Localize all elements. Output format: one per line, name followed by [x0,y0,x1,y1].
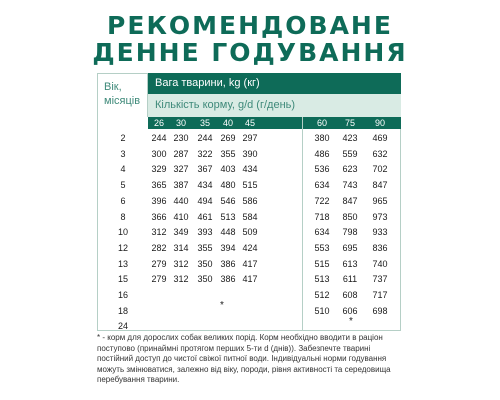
table-cell: 417 [242,258,258,269]
table-cell: 634 [314,180,330,191]
table-cell: 494 [197,195,213,206]
table-cell: 387 [173,180,189,191]
table-row-age: 10 [117,227,128,238]
table-cell: 424 [242,242,258,253]
table-cell: 847 [372,180,388,191]
table-cell: 386 [220,274,236,285]
table-cell [216,320,240,332]
table-cell: 279 [151,258,167,269]
footnote-text: * - корм для дорослих собак великих порід. Корм необхідно вводити в раціон поступово (принаймні протягом перших 5-ти d (днів)). Забезпечте тварині постійний доступ до чистої свіжої питної води. Індивідуальні норми годування можуть змінюватися, залежно від віку, породи, рівня активності та середовища перебування тварини. [97,333,391,385]
table-cell: 365 [151,180,167,191]
table-cell [310,320,334,332]
table-cell: 695 [342,242,358,253]
weight-header-cell: 40 [222,118,233,128]
table-cell: 606 [342,305,358,316]
table-cell [238,305,262,317]
table-cell: 513 [220,211,236,222]
table-cell: 417 [242,274,258,285]
table-cell: 798 [342,227,358,238]
table-row-age: 18 [117,305,128,316]
table-cell: 515 [242,180,258,191]
weight-header-cell: 45 [244,118,255,128]
page-title-line-1: РЕКОМЕНДОВАНЕ [107,11,393,40]
weight-header-cell: 90 [374,118,385,128]
table-cell: 396 [151,195,167,206]
table-cell: 584 [242,211,258,222]
weight-values-row [148,117,401,129]
table-cell: 297 [242,133,258,143]
table-cell: 329 [151,164,167,175]
table-cell [193,320,217,332]
table-cell: 743 [342,180,358,191]
table-cell: 702 [372,164,388,175]
table-row-age: 12 [117,242,128,253]
table-cell: 718 [314,211,330,222]
table-row-age: 8 [120,211,126,222]
table-cell [368,320,392,332]
table-cell: 559 [342,148,358,159]
table-cell: 300 [151,148,167,159]
table-cell [238,289,262,301]
table-cell: 737 [372,274,388,285]
table-cell: 403 [220,164,236,175]
table-cell: 850 [342,211,358,222]
table-cell [169,320,193,332]
table-cell: 623 [342,164,358,175]
table-cell: 722 [314,195,330,206]
table-cell: 434 [242,164,258,175]
table-cell: 836 [372,242,388,253]
table-cell: 717 [372,290,388,300]
page-title-line-2: ДЕННЕ ГОДУВАННЯ [92,38,408,67]
table-cell [238,320,262,332]
table-cell [147,320,171,332]
table-cell: 553 [314,242,330,253]
table-cell: 611 [342,274,358,285]
table-cell: 510 [314,305,330,316]
table-cell: 973 [372,211,388,222]
table-cell: 269 [220,133,236,143]
table-row-age: 15 [117,274,128,285]
table-cell: 423 [342,133,358,143]
weight-header-cell: 30 [175,118,186,128]
table-cell: 312 [173,258,189,269]
weight-header-cell: 35 [199,118,210,128]
table-cell: 230 [173,133,189,143]
table-cell: 740 [372,258,388,269]
table-cell: 355 [197,242,213,253]
table-cell: 586 [242,195,258,206]
table-cell: 349 [173,227,189,238]
table-row-age: 3 [120,148,126,159]
table-row-age: 4 [120,164,126,175]
table-cell: 513 [314,274,330,285]
table-cell [169,305,193,317]
table-cell: 515 [314,258,330,269]
table-cell: 546 [220,195,236,206]
table-cell: 366 [151,211,167,222]
table-cell: 394 [220,242,236,253]
table-cell: 698 [372,305,388,316]
weight-header: Вага тварини, kg (кг) [148,73,401,94]
table-cell: 322 [197,148,213,159]
weight-header-cell: 60 [316,118,327,128]
table-cell: 613 [342,258,358,269]
table-cell: 461 [197,211,213,222]
table-row-age: 6 [120,195,126,206]
table-cell: 312 [173,274,189,285]
table-cell [147,305,171,317]
table-cell: 469 [372,133,388,143]
table-row-age: 13 [117,258,128,269]
table-cell: 847 [342,195,358,206]
table-cell: 486 [314,148,330,159]
table-cell: 632 [372,148,388,159]
table-cell [147,289,171,301]
table-cell: 448 [220,227,236,238]
table-row-age: 5 [120,180,126,191]
table-cell [169,289,193,301]
table-cell: 393 [197,227,213,238]
table-cell: 440 [173,195,189,206]
table-row-age: 16 [117,290,128,300]
table-row-age: 24 [117,321,128,332]
table-cell: 512 [314,290,330,300]
weight-header-cell: 26 [153,118,164,128]
table-cell: 386 [220,258,236,269]
table-row-age: 2 [120,133,126,143]
table-cell: 509 [242,227,258,238]
table-cell: 608 [342,290,358,300]
table-cell: 390 [242,148,258,159]
table-cell: 355 [220,148,236,159]
age-column-header: Вік, місяців [97,73,148,117]
table-cell: 480 [220,180,236,191]
table-cell: 536 [314,164,330,175]
table-cell: 244 [151,133,167,143]
amount-header: Кількість корму, g/d (г/день) [148,94,401,117]
table-cell: 244 [197,133,213,143]
table-cell: 350 [197,258,213,269]
table-cell: 965 [372,195,388,206]
table-cell: 287 [173,148,189,159]
table-cell: 279 [151,274,167,285]
table-cell: 367 [197,164,213,175]
table-cell: 933 [372,227,388,238]
table-cell: 282 [151,242,167,253]
table-cell [193,289,217,301]
table-cell: 350 [197,274,213,285]
weight-header-cell: 75 [344,118,355,128]
footnote-marker-left: * [220,300,224,311]
table-cell: 434 [197,180,213,191]
table-cell: 380 [314,133,330,143]
table-cell [193,305,217,317]
table-cell: 634 [314,227,330,238]
footnote-marker-right: * [349,316,353,327]
table-cell: 410 [173,211,189,222]
table-cell: 312 [151,227,167,238]
column-divider [302,117,303,331]
table-cell: 327 [173,164,189,175]
table-cell: 314 [173,242,189,253]
